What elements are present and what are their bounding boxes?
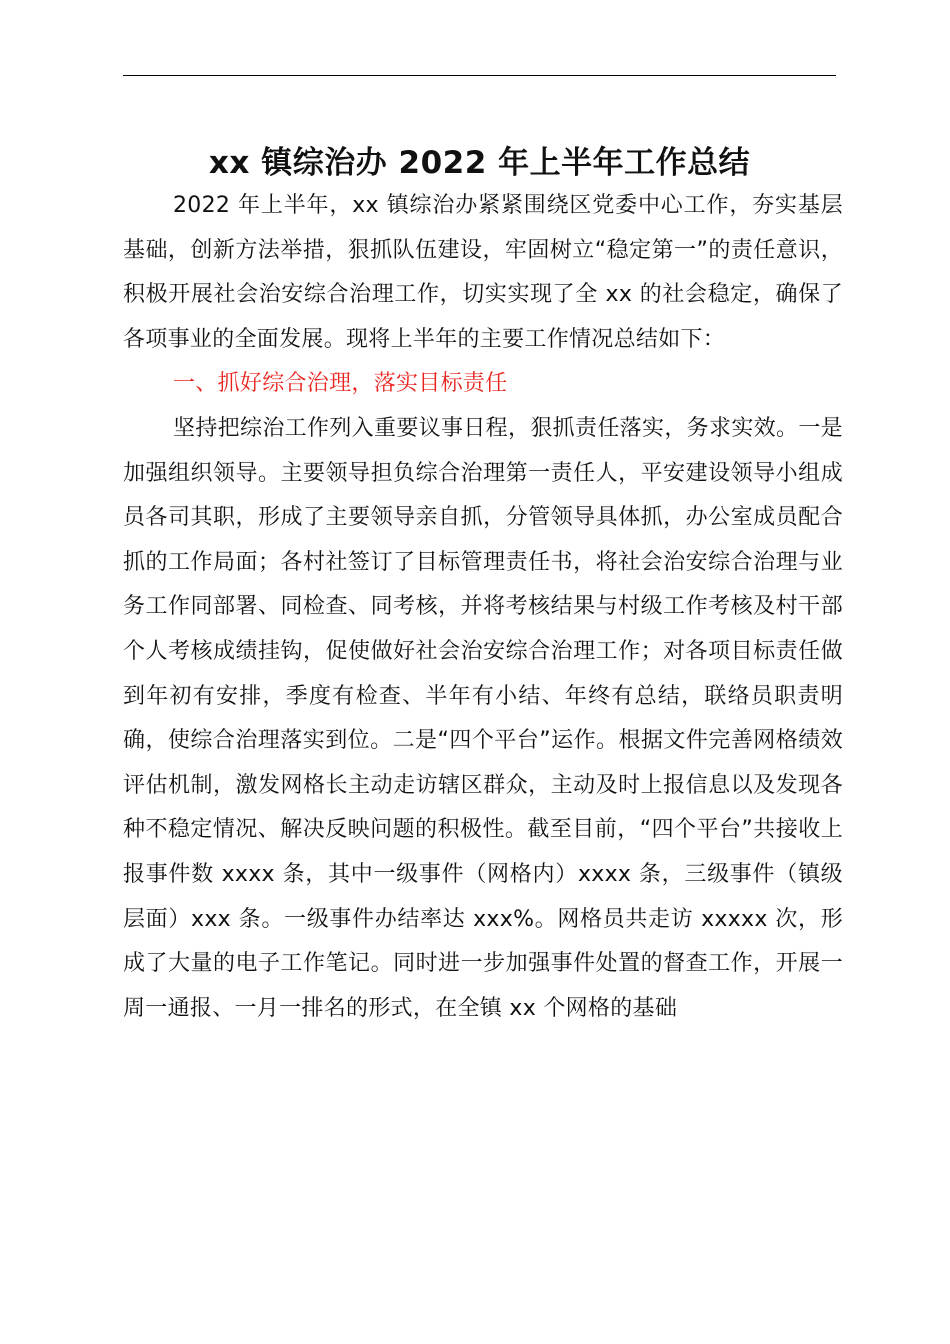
header-rule	[123, 75, 836, 76]
intro-paragraph: 2022 年上半年，xx 镇综治办紧紧围绕区党委中心工作，夯实基层基础，创新方法举措，狠抓队伍建设，牢固树立“稳定第一”的责任意识，积极开展社会治安综合治理工作，切实实现了全 xx 的社会稳定，确保了各项事业的全面发展。现将上半年的主要工作情况总结如下：	[123, 193, 843, 352]
section-1-paragraph: 坚持把综治工作列入重要议事日程，狠抓责任落实，务求实效。一是加强组织领导。主要领导担负综合治理第一责任人，平安建设领导小组成员各司其职，形成了主要领导亲自抓，分管领导具体抓，办公室成员配合抓的工作局面；各村社签订了目标管理责任书，将社会治安综合治理与业务工作同部署、同检查、同考核，并将考核结果与村级工作考核及村干部个人考核成绩挂钩，促使做好社会治安综合治理工作；对各项目标责任做到年初有安排，季度有检查、半年有小结、年终有总结，联络员职责明确，使综合治理落实到位。二是“四个平台”运作。根据文件完善网格绩效评估机制，激发网格长主动走访辖区群众，主动及时上报信息以及发现各种不稳定情况、解决反映问题的积极性。截至目前，“四个平台”共接收上报事件数 xxxx 条，其中一级事件（网格内）xxxx 条，三级事件（镇级层面）xxx 条。一级事件办结率达 xxx%。网格员共走访 xxxxx 次，形成了大量的电子工作笔记。同时进一步加强事件处置的督查工作，开展一周一通报、一月一排名的形式，在全镇 xx 个网格的基础	[123, 415, 843, 1021]
document-body	[123, 184, 843, 1031]
section-1-heading: 一、抓好综合治理，落实目标责任	[173, 371, 508, 397]
document-title: xx 镇综治办 2022 年上半年工作总结	[208, 145, 751, 181]
